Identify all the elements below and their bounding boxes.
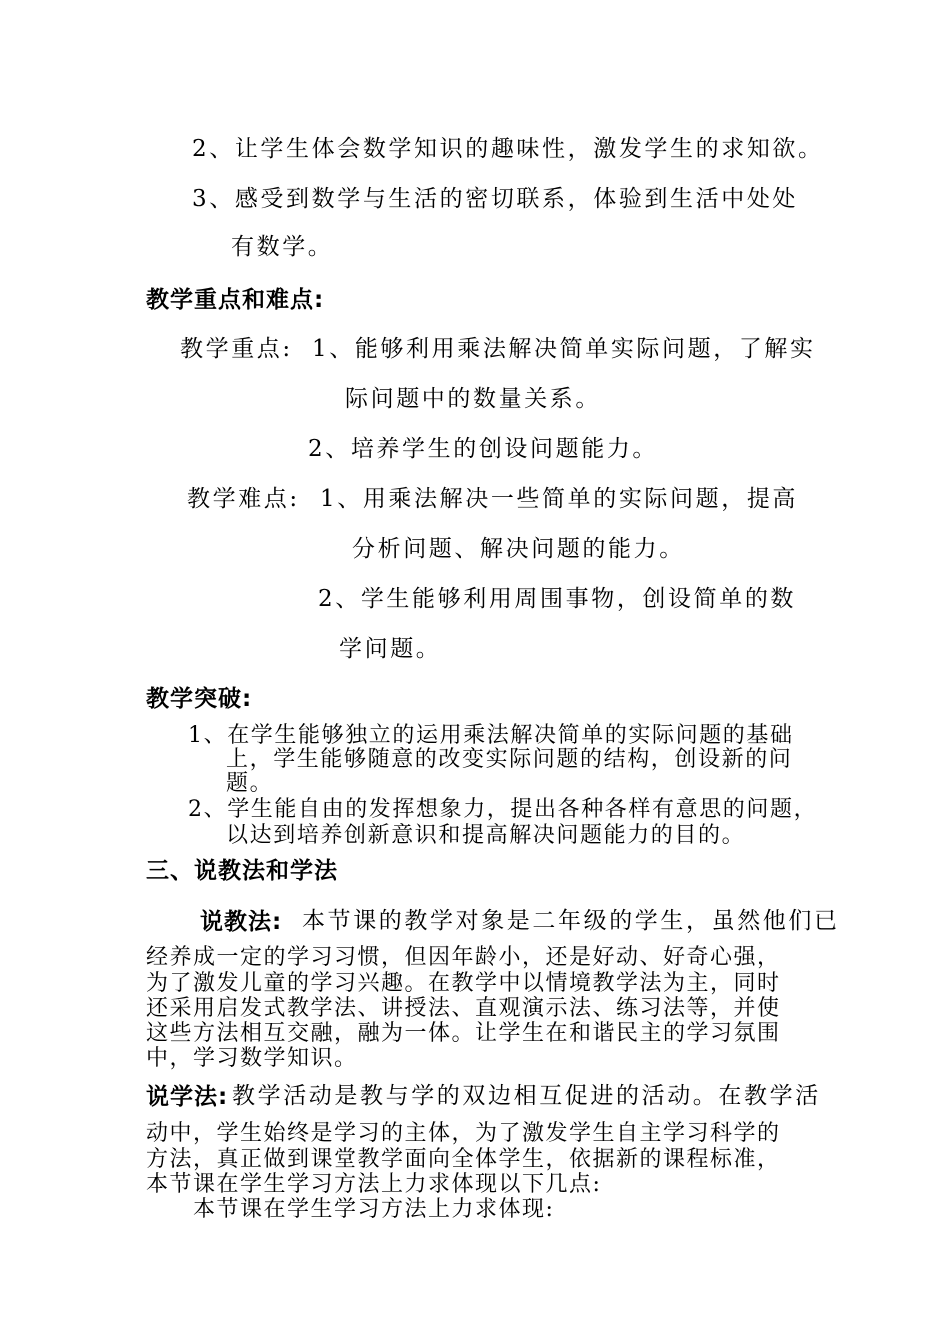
breakthrough-item-1-line2: 上，学生能够随意的改变实际问题的结构，创设新的问	[226, 747, 793, 772]
teaching-method-line-3: 为了激发儿童的学习兴趣。在教学中以情境教学法为主，同时	[146, 971, 781, 996]
teaching-method-label: 说教法:	[200, 909, 283, 935]
breakthrough-heading: 教学突破:	[146, 686, 253, 712]
breakthrough-item-1: 1、在学生能够独立的运用乘法解决简单的实际问题的基础	[188, 723, 794, 748]
learning-method-line-3: 方法，真正做到课堂教学面向全体学生，依据新的课程标准，	[146, 1147, 781, 1172]
teaching-method-line-2: 经养成一定的学习习惯，但因年龄小，还是好动、好奇心强，	[146, 945, 781, 970]
teaching-method-line-1: 本节课的教学对象是二年级的学生，虽然他们已	[302, 908, 840, 934]
focus-item-1-continued: 际问题中的数量关系。	[345, 386, 601, 412]
difficulty-item-1: 1、用乘法解决一些简单的实际问题，提高	[320, 486, 799, 512]
difficulty-item-2-continued: 学问题。	[339, 636, 442, 662]
goal-item-2: 2、让学生体会数学知识的趣味性，激发学生的求知欲。	[192, 136, 824, 162]
learning-method-line-1: 教学活动是教与学的双边相互促进的活动。在教学活	[232, 1083, 821, 1109]
key-points-heading: 教学重点和难点:	[146, 287, 325, 313]
difficulty-item-2: 2、学生能够利用周围事物，创设简单的数	[318, 586, 797, 612]
learning-method-line-2: 动中，学生始终是学习的主体，为了激发学生自主学习科学的	[146, 1121, 781, 1146]
breakthrough-item-2: 2、学生能自由的发挥想象力，提出各种各样有意思的问题，	[188, 797, 818, 822]
learning-method-line-4: 本节课在学生学习方法上力求体现以下几点:	[146, 1172, 602, 1197]
focus-item-2: 2、培养学生的创设问题能力。	[308, 436, 659, 462]
teaching-method-line-4: 还采用启发式教学法、讲授法、直观演示法、练习法等，并使	[146, 996, 781, 1021]
learning-method-line-5: 本节课在学生学习方法上力求体现:	[193, 1197, 555, 1222]
learning-method-label: 说学法:	[146, 1084, 229, 1110]
focus-label: 教学重点:	[180, 336, 293, 362]
teaching-method-line-5: 这些方法相互交融，融为一体。让学生在和谐民主的学习氛围	[146, 1021, 781, 1046]
difficulty-label: 教学难点:	[187, 486, 300, 512]
breakthrough-item-2-line2: 以达到培养创新意识和提高解决问题能力的目的。	[226, 823, 746, 848]
breakthrough-item-1-line3: 题。	[226, 771, 274, 796]
difficulty-item-1-continued: 分析问题、解决问题的能力。	[352, 536, 685, 562]
section-3-heading: 三、说教法和学法	[146, 858, 338, 884]
teaching-method-line-6: 中，学习数学知识。	[146, 1046, 358, 1071]
goal-item-3-continued: 有数学。	[231, 234, 334, 260]
focus-item-1: 1、能够利用乘法解决简单实际问题，了解实	[312, 336, 816, 362]
goal-item-3: 3、感受到数学与生活的密切联系，体验到生活中处处	[192, 186, 799, 212]
